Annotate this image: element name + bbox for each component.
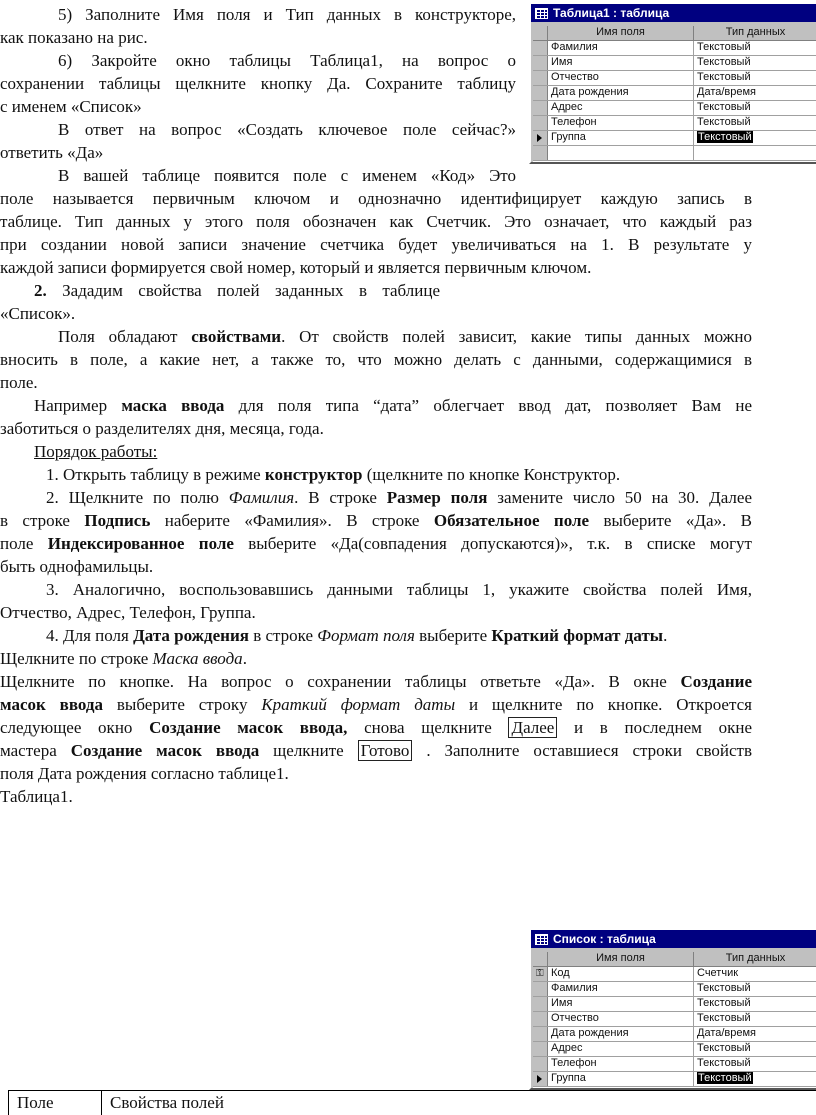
row-selector[interactable] xyxy=(533,1042,548,1056)
text-line: Например маска ввода для поля типа “дата” облегчает ввод дат, позволяет Вам не xyxy=(34,396,752,415)
text-line: 4. Для поля Дата рождения в строке Формат поля выберите Краткий формат даты. xyxy=(46,626,668,645)
data-type-cell[interactable]: Текстовый xyxy=(697,1012,751,1024)
field-name-cell[interactable]: Группа xyxy=(548,131,694,145)
text-line: заботиться о разделителях дня, месяца, года. xyxy=(0,419,324,438)
text-line: каждой записи формируется свой номер, который и является первичным ключом. xyxy=(0,258,592,277)
text-line: «Список». xyxy=(0,304,76,323)
data-type-cell[interactable]: Текстовый xyxy=(697,116,751,128)
data-type-cell[interactable]: Текстовый xyxy=(697,56,751,68)
row-selector[interactable] xyxy=(533,56,548,70)
data-type-cell[interactable] xyxy=(694,146,816,160)
data-type-cell[interactable]: Текстовый xyxy=(697,101,751,113)
field-name-cell[interactable]: Имя xyxy=(548,997,694,1011)
table-row[interactable] xyxy=(533,1027,816,1042)
primary-key-icon: ⚿ xyxy=(536,968,544,979)
current-row-arrow-icon xyxy=(537,134,542,142)
data-type-cell[interactable] xyxy=(694,131,816,145)
data-type-cell[interactable]: Текстовый xyxy=(697,41,751,53)
field-name-cell[interactable]: Адрес xyxy=(548,101,694,115)
row-selector[interactable] xyxy=(533,1027,548,1041)
row-selector[interactable] xyxy=(533,146,548,160)
table1-col-field: Поле xyxy=(9,1091,102,1115)
table-row[interactable] xyxy=(533,56,816,71)
selected-data-type[interactable]: Текстовый xyxy=(698,131,752,143)
table-icon xyxy=(535,934,548,945)
table-row[interactable] xyxy=(533,1042,816,1057)
current-row-arrow-icon xyxy=(537,1075,542,1083)
row-selector[interactable] xyxy=(533,967,548,981)
text-line: поля Дата рождения согласно таблице1. xyxy=(0,764,289,783)
col-header-field-name: Имя поля xyxy=(548,26,694,40)
text-line: Щелкните по кнопке. На вопрос о сохранении таблицы ответьте «Да». В окне Создание xyxy=(0,672,752,691)
row-selector[interactable] xyxy=(533,1057,548,1071)
window-title: Список : таблица xyxy=(553,932,656,946)
data-type-cell[interactable]: Текстовый xyxy=(697,982,751,994)
text-line: В вашей таблице появится поле с именем «Код» Это xyxy=(58,166,516,185)
row-selector[interactable] xyxy=(533,101,548,115)
text-line: 1. Открыть таблицу в режиме конструктор (щелкните по кнопке Конструктор. xyxy=(46,465,621,484)
table-row[interactable] xyxy=(533,101,816,116)
field-name-cell[interactable]: Фамилия xyxy=(548,41,694,55)
section-heading: Порядок работы: xyxy=(34,442,158,461)
data-type-cell[interactable]: Текстовый xyxy=(697,1042,751,1054)
text-line: вносить в поле, а какие нет, а также то, что можно делать с данными, содержащимися в xyxy=(0,350,752,369)
field-name-cell[interactable]: Отчество xyxy=(548,1012,694,1026)
row-selector xyxy=(533,26,548,40)
text-line: в строке Подпись наберите «Фамилия». В строке Обязательное поле выберите «Да». В xyxy=(0,511,752,530)
table-row[interactable] xyxy=(533,1057,816,1072)
text-line: поле называется первичным ключом и однозначно идентифицирует каждую запись в xyxy=(0,189,752,208)
text-line: масок ввода выберите строку Краткий формат даты и щелкните по кнопке. Откроется xyxy=(0,695,752,714)
table1-header xyxy=(8,1090,816,1115)
data-type-cell[interactable]: Счетчик xyxy=(697,967,739,979)
data-type-cell[interactable]: Текстовый xyxy=(697,1057,751,1069)
text-line: В ответ на вопрос «Создать ключевое поле сейчас?» xyxy=(58,120,516,139)
table1-col-properties: Свойства полей xyxy=(102,1091,816,1115)
text-line: Таблица1. xyxy=(0,787,73,806)
text-line: поле. xyxy=(0,373,38,392)
row-selector[interactable] xyxy=(533,982,548,996)
text-line: ответить «Да» xyxy=(0,143,104,162)
text-line: Отчество, Адрес, Телефон, Группа. xyxy=(0,603,256,622)
text-line: быть однофамильцы. xyxy=(0,557,154,576)
table-row[interactable] xyxy=(533,997,816,1012)
text-line: 2. Зададим свойства полей заданных в таблице xyxy=(34,281,440,300)
field-name-cell[interactable]: Телефон xyxy=(548,116,694,130)
grid-header xyxy=(533,26,816,41)
table-row[interactable] xyxy=(533,1012,816,1027)
row-selector[interactable] xyxy=(533,71,548,85)
table-row[interactable] xyxy=(533,1072,816,1087)
text-line: при создании новой записи значение счетчика будет увеличиваться на 1. В результате у xyxy=(0,235,752,254)
text-line: следующее окно Создание масок ввода, снова щелкните Далее и в последнем окне xyxy=(0,718,752,737)
col-header-field-name: Имя поля xyxy=(548,952,694,966)
text-line: Поля обладают свойствами. От свойств полей зависит, какие типы данных можно xyxy=(58,327,752,346)
text-line: 2. Щелкните по полю Фамилия. В строке Размер поля замените число 50 на 30. Далее xyxy=(46,488,752,507)
text-line: мастера Создание масок ввода щелкните Готово . Заполните оставшиеся строки свойств xyxy=(0,741,752,760)
row-selector[interactable] xyxy=(533,41,548,55)
table-row[interactable] xyxy=(533,967,816,982)
table-icon xyxy=(535,8,548,19)
field-name-cell[interactable]: Телефон xyxy=(548,1057,694,1071)
data-type-cell[interactable]: Дата/время xyxy=(697,86,757,98)
data-type-cell[interactable]: Дата/время xyxy=(697,1027,757,1039)
selected-data-type[interactable]: Текстовый xyxy=(698,1072,752,1084)
row-selector[interactable] xyxy=(533,1072,548,1086)
col-header-data-type: Тип данных xyxy=(694,952,816,966)
table-row[interactable] xyxy=(533,41,816,56)
done-button-label: Готово xyxy=(358,740,413,761)
data-type-cell[interactable]: Текстовый xyxy=(697,997,751,1009)
row-selector[interactable] xyxy=(533,997,548,1011)
spisok-design-window xyxy=(529,928,816,1090)
row-selector[interactable] xyxy=(533,1012,548,1026)
row-selector[interactable] xyxy=(533,86,548,100)
grid-header xyxy=(533,952,816,967)
row-selector[interactable] xyxy=(533,131,548,145)
table-row[interactable] xyxy=(533,131,816,146)
col-header-data-type: Тип данных xyxy=(694,26,816,40)
text-line: как показано на рис. xyxy=(0,28,148,47)
next-button-label: Далее xyxy=(508,717,557,738)
field-name-cell[interactable]: Фамилия xyxy=(548,982,694,996)
window-titlebar[interactable] xyxy=(531,4,816,22)
field-name-cell[interactable]: Код xyxy=(548,967,694,981)
window-titlebar[interactable] xyxy=(531,930,816,948)
design-grid xyxy=(533,952,816,1088)
table-row[interactable] xyxy=(533,116,816,131)
design-grid xyxy=(533,26,816,162)
text-line: сохранении таблицы щелкните кнопку Да. Сохраните таблицу xyxy=(0,74,516,93)
data-type-cell[interactable] xyxy=(694,1072,816,1086)
text-line: поле Индексированное поле выберите «Да(совпадения допускаются)», т.к. в списке могут xyxy=(0,534,752,553)
text-line: 3. Аналогично, воспользовавшись данными таблицы 1, укажите свойства полей Имя, xyxy=(46,580,752,599)
table-row[interactable] xyxy=(533,71,816,86)
field-name-cell[interactable]: Дата рождения xyxy=(548,1027,694,1041)
field-name-cell[interactable]: Имя xyxy=(548,56,694,70)
text-line: таблице. Тип данных у этого поля обозначен как Счетчик. Это означает, что каждый раз xyxy=(0,212,752,231)
field-name-cell[interactable]: Группа xyxy=(548,1072,694,1086)
text-line: 6) Закройте окно таблицы Таблица1, на вопрос о xyxy=(58,51,516,70)
row-selector[interactable] xyxy=(533,116,548,130)
text-line: с именем «Список» xyxy=(0,97,142,116)
table-row[interactable] xyxy=(533,86,816,101)
field-name-cell[interactable] xyxy=(548,146,694,160)
field-name-cell[interactable]: Отчество xyxy=(548,71,694,85)
data-type-cell[interactable]: Текстовый xyxy=(697,71,751,83)
table1-design-window xyxy=(529,2,816,164)
window-title: Таблица1 : таблица xyxy=(553,6,670,20)
table-row-empty[interactable] xyxy=(533,146,816,161)
text-line: 5) Заполните Имя поля и Тип данных в конструкторе, xyxy=(58,5,516,24)
field-name-cell[interactable]: Адрес xyxy=(548,1042,694,1056)
field-name-cell[interactable]: Дата рождения xyxy=(548,86,694,100)
text-line: Щелкните по строке Маска ввода. xyxy=(0,649,247,668)
row-selector xyxy=(533,952,548,966)
table-row[interactable] xyxy=(533,982,816,997)
